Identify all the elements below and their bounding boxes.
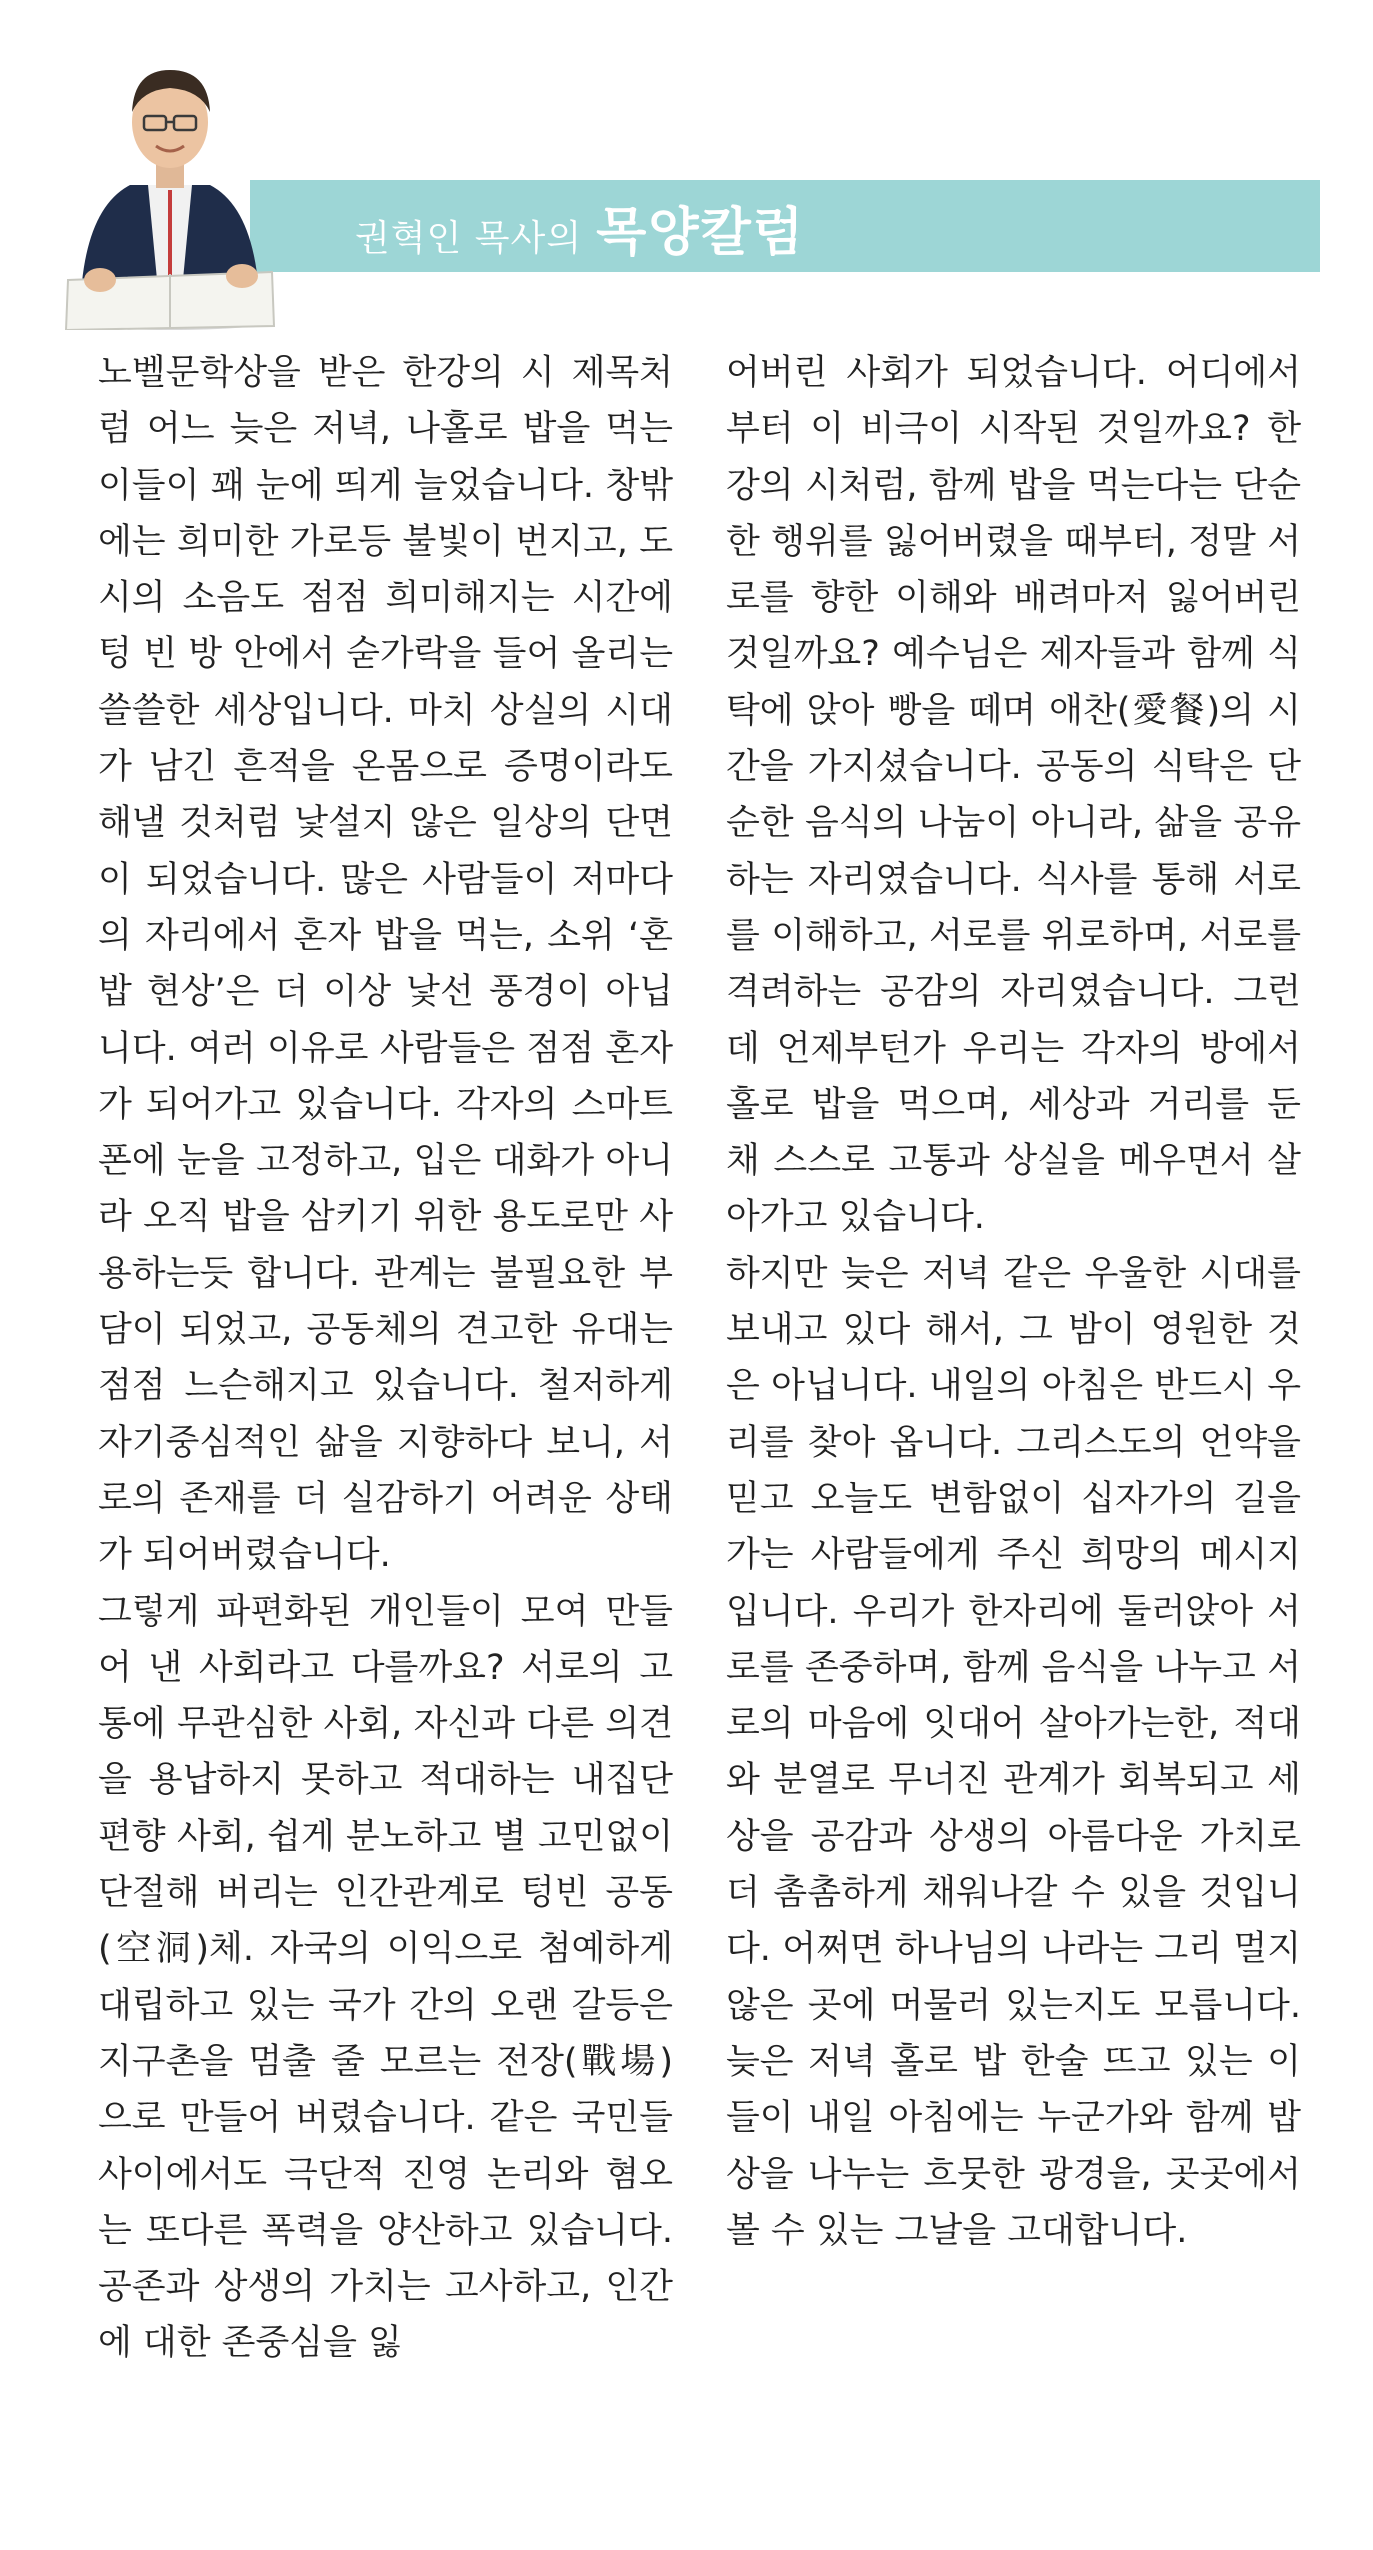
author-portrait [60, 40, 280, 330]
left-column [98, 345, 673, 2372]
column-subtitle: 권혁인 목사의 [355, 218, 583, 259]
paragraph: 하지만 늦은 저녁 같은 우울한 시대를 보내고 있다 해서, 그 밤이 영원한 것은 아닙니다. 내일의 아침은 반드시 우리를 찾아 옵니다. 그리스도의 언약을 믿고 오늘도 변함없이 십자가의 길을 가는 사람들에게 주신 희망의 메시지입니다. 우리가 한자리에 둘러앉아 서로를 존중하며, 함께 음식을 나누고 서로의 마음에 잇대어 살아가는한, 적대와 분열로 무너진 관계가 회복되고 세상을 공감과 상생의 아름다운 가치로 더 촘촘하게 채워나갈 수 있을 것입니다. 어쩌면 하나님의 나라는 그리 멀지 않은 곳에 머물러 있는지도 모릅니다. 늦은 저녁 홀로 밥 한술 뜨고 있는 이들이 내일 아침에는 누군가와 함께 밥상을 나누는 흐뭇한 광경을, 곳곳에서 볼 수 있는 그날을 고대합니다. [726, 1253, 1301, 2251]
banner-title [355, 190, 805, 262]
paragraph: 어버린 사회가 되었습니다. 어디에서부터 이 비극이 시작된 것일까요? 한강의 시처럼, 함께 밥을 먹는다는 단순한 행위를 잃어버렸을 때부터, 정말 서로를 향한 이해와 배려마저 잃어버린 것일까요? 예수님은 제자들과 함께 식탁에 앉아 빵을 떼며 애찬(愛餐)의 시간을 가지셨습니다. 공동의 식탁은 단순한 음식의 나눔이 아니라, 삶을 공유하는 자리였습니다. 식사를 통해 서로를 이해하고, 서로를 위로하며, 서로를 격려하는 공감의 자리였습니다. 그런데 언제부턴가 우리는 각자의 방에서 홀로 밥을 먹으며, 세상과 거리를 둔 채 스스로 고통과 상실을 메우면서 살아가고 있습니다. [726, 353, 1301, 1238]
paragraph: 노벨문학상을 받은 한강의 시 제목처럼 어느 늦은 저녁, 나홀로 밥을 먹는 이들이 꽤 눈에 띄게 늘었습니다. 창밖에는 희미한 가로등 불빛이 번지고, 도시의 소음도 점점 희미해지는 시간에 텅 빈 방 안에서 숟가락을 들어 올리는 쓸쓸한 세상입니다. 마치 상실의 시대가 남긴 흔적을 온몸으로 증명이라도 해낼 것처럼 낯설지 않은 일상의 단면이 되었습니다. 많은 사람들이 저마다의 자리에서 혼자 밥을 먹는, 소위 ‘혼밥 현상’은 더 이상 낯선 풍경이 아닙니다. 여러 이유로 사람들은 점점 혼자가 되어가고 있습니다. 각자의 스마트폰에 눈을 고정하고, 입은 대화가 아니라 오직 밥을 삼키기 위한 용도로만 사용하는듯 합니다. 관계는 불필요한 부담이 되었고, 공동체의 견고한 유대는 점점 느슨해지고 있습니다. 철저하게 자기중심적인 삶을 지향하다 보니, 서로의 존재를 더 실감하기 어려운 상태가 되어버렸습니다. [98, 353, 673, 1576]
right-column [726, 345, 1301, 2259]
paragraph: 그렇게 파편화된 개인들이 모여 만들어 낸 사회라고 다를까요? 서로의 고통에 무관심한 사회, 자신과 다른 의견을 용납하지 못하고 적대하는 내집단 편향 사회, 쉽게 분노하고 별 고민없이 단절해 버리는 인간관계로 텅빈 공동(空洞)체. 자국의 이익으로 첨예하게 대립하고 있는 국가 간의 오랜 갈등은 지구촌을 멈출 줄 모르는 전장(戰場)으로 만들어 버렸습니다. 같은 국민들 사이에서도 극단적 진영 논리와 혐오는 또다른 폭력을 양산하고 있습니다. 공존과 상생의 가치는 고사하고, 인간에 대한 존중심을 잃 [98, 1591, 673, 2364]
column-header [0, 0, 1373, 330]
article-body [98, 345, 1301, 2445]
column-title: 목양칼럼 [596, 202, 806, 263]
